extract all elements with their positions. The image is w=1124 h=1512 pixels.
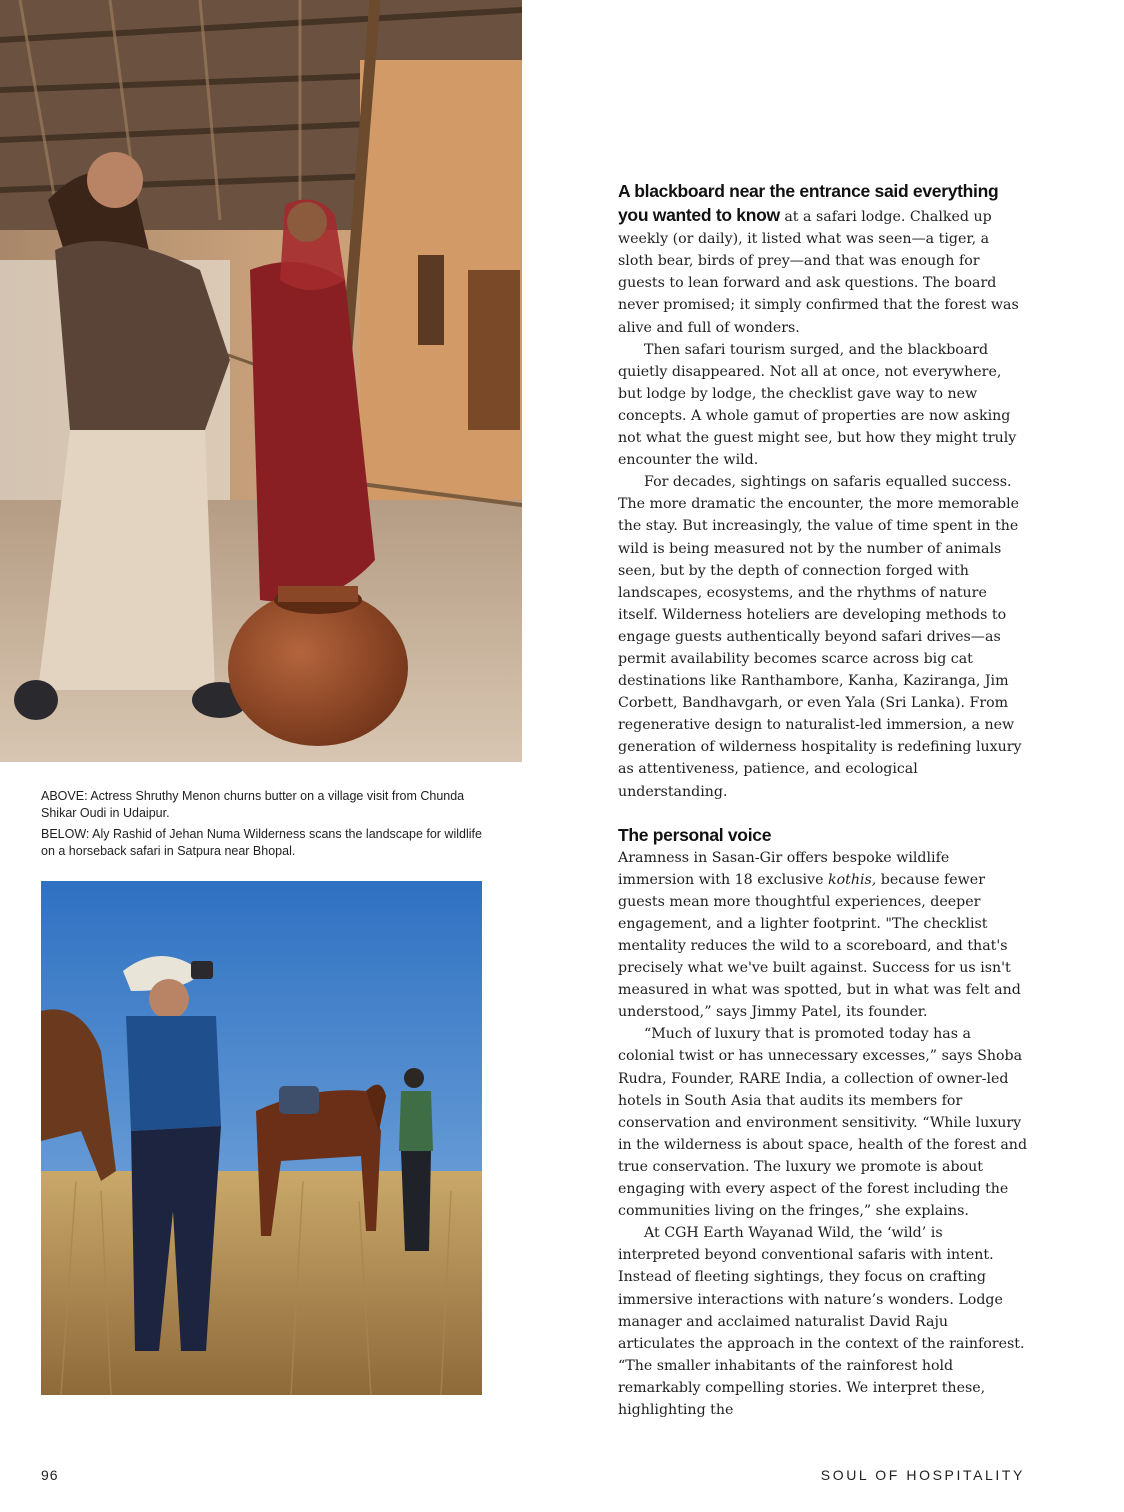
photo-captions [41,788,491,864]
photo-horseback-safari [41,881,482,1395]
paragraph-4-emphasis: kothis, [827,871,877,888]
lead-heading: A blackboard near the entrance said everything you wanted to know [618,181,999,226]
paragraph-4-text-a: Aramness in Sasan-Gir offers bespoke wildlife immersion with 18 exclusive [618,849,950,888]
section-heading-personal-voice: The personal voice [618,824,772,845]
photo-butter-churning [0,0,522,762]
paragraph-4-text-b: because fewer guests mean more thoughtful experiences, deeper engagement, and a lighter footprint. "The checklist mentality reduces the wild to a scoreboard, and that's precisely what we've built against. Success for us isn't measured in what was spotted, but in what was felt and understood,” says Jimmy Patel, its founder. [618,871,1021,1021]
paragraph-5: “Much of luxury that is promoted today has a colonial twist or has unnecessary excesses,” says Shoba Rudra, Founder, RARE India, a collection of owner-led hotels in South Asia that audits its members for conservation and environment sensitivity. “While luxury in the wilderness is about space, health of the forest and true conservation. The luxury we promote is about engaging with every aspect of the forest including the communities living on the fringes,” she explains. [618,1026,1028,1220]
publication-section-name: SOUL OF HOSPITALITY [820,1467,1025,1483]
photo-horseback-safari-illustration [41,881,482,1395]
lead-text: at a safari lodge. Chalked up weekly (or daily), it listed what was seen—a tiger, a sloth bear, birds of prey—and that was enough for guests to lean forward and ask questions. The board never promised; it simply confirmed that the forest was alive and full of wonders. [618,209,1019,336]
paragraph-2: Then safari tourism surged, and the blackboard quietly disappeared. Not all at once, not everywhere, but lodge by lodge, the checklist gave way to new concepts. A whole gamut of properties are now asking not what the guest might see, but how they might truly encounter the wild. [618,341,1017,469]
caption-above: ABOVE: Actress Shruthy Menon churns butter on a village visit from Chunda Shikar Oudi in Udaipur. [41,789,465,820]
paragraph-4 [618,847,1028,1024]
paragraph-3: For decades, sightings on safaris equalled success. The more dramatic the encounter, the more memorable the stay. But increasingly, the value of time spent in the wild is being measured not by the number of animals seen, but by the depth of connection forged with landscapes, ecosystems, and the rhythms of nature itself. Wilderness hoteliers are developing methods to engage guests authentically beyond safari drives—as permit availability becomes scarce across big cat destinations like Ranthambore, Kanha, Kaziranga, Jim Corbett, Bandhavgarh, or even Yala (Sri Lanka). From regenerative design to naturalist-led immersion, a new generation of wilderness hospitality is redefining luxury as attentiveness, patience, and ecological understanding. [618,474,1022,800]
paragraph-6: At CGH Earth Wayanad Wild, the ‘wild’ is interpreted beyond conventional safaris with intent. Instead of fleeting sightings, they focus on crafting immersive interactions with nature’s wonders. Lodge manager and acclaimed naturalist David Raju articulates the approach in the context of the rainforest. “The smaller inhabitants of the rainforest hold remarkably compelling stories. We interpret these, highlighting the [618,1225,1025,1418]
lead-paragraph [618,180,1028,339]
page-footer [41,1467,1025,1487]
caption-below: BELOW: Aly Rashid of Jehan Numa Wilderness scans the landscape for wildlife on a horseback safari in Satpura near Bhopal. [41,827,482,858]
page-number: 96 [41,1467,59,1483]
article-body [618,180,1028,1421]
photo-butter-churning-illustration [0,0,522,762]
